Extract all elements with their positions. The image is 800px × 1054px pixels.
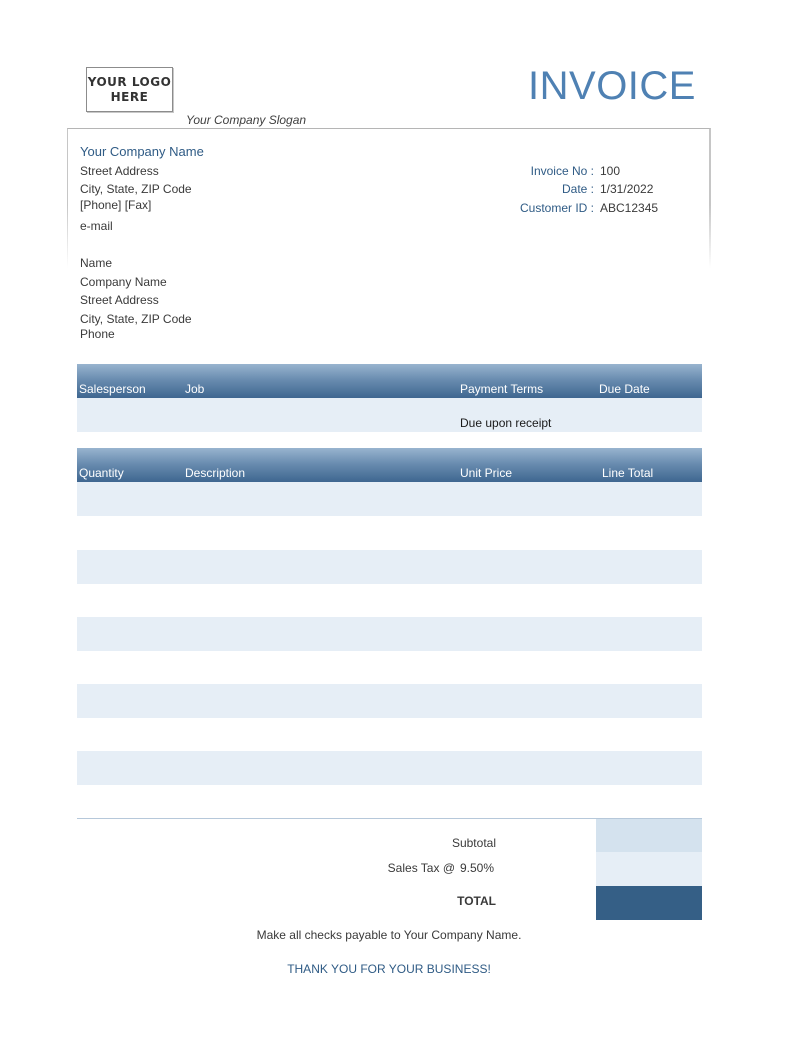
billto-company[interactable]: Company Name: [80, 275, 167, 289]
company-logo: [86, 67, 173, 112]
table-row[interactable]: [77, 584, 702, 618]
company-phone-fax: [Phone] [Fax]: [80, 198, 152, 212]
table-row[interactable]: [77, 718, 702, 752]
table-row[interactable]: [77, 751, 702, 785]
customer-id-label: Customer ID :: [519, 201, 594, 215]
table-row[interactable]: [77, 617, 702, 651]
table-row[interactable]: [77, 651, 702, 685]
sales-tax-rate[interactable]: 9.50%: [460, 861, 495, 875]
customer-id-value[interactable]: ABC12345: [600, 201, 659, 215]
subtotal-value-cell[interactable]: [596, 819, 702, 853]
col-quantity: Quantity: [79, 466, 124, 480]
billto-name[interactable]: Name: [80, 256, 113, 270]
invoice-no-value[interactable]: 100: [600, 164, 621, 178]
billto-phone[interactable]: Phone: [80, 327, 115, 341]
company-name: Your Company Name: [80, 144, 204, 159]
terms-table-header: [77, 364, 702, 398]
billto-city[interactable]: City, State, ZIP Code: [80, 312, 192, 326]
subtotal-label: Subtotal: [451, 836, 496, 850]
date-label: Date :: [561, 182, 594, 196]
col-unit-price: Unit Price: [460, 466, 513, 480]
company-email: e-mail: [80, 219, 113, 233]
col-job: Job: [185, 382, 205, 396]
sales-tax-label: Sales Tax @: [387, 861, 455, 875]
payment-note: Make all checks payable to Your Company Name.: [256, 928, 522, 942]
company-street: Street Address: [80, 164, 159, 178]
invoice-no-label: Invoice No :: [530, 164, 594, 178]
thank-you-message: THANK YOU FOR YOUR BUSINESS!: [287, 962, 491, 976]
terms-table-row[interactable]: [77, 398, 702, 432]
logo-text-line-1: YOUR LOGO: [87, 74, 172, 89]
total-value-cell[interactable]: [596, 886, 702, 920]
table-row[interactable]: [77, 482, 702, 516]
company-slogan: Your Company Slogan: [186, 113, 307, 127]
table-row[interactable]: [77, 516, 702, 550]
table-row[interactable]: [77, 550, 702, 584]
col-salesperson: Salesperson: [79, 382, 146, 396]
billto-street[interactable]: Street Address: [80, 293, 159, 307]
date-value[interactable]: 1/31/2022: [600, 182, 654, 196]
items-table-header: [77, 448, 702, 482]
table-row[interactable]: [77, 785, 702, 819]
sales-tax-value-cell[interactable]: [596, 852, 702, 886]
col-line-total: Line Total: [602, 466, 654, 480]
payment-terms-value[interactable]: Due upon receipt: [460, 416, 552, 430]
col-due-date: Due Date: [599, 382, 650, 396]
col-description: Description: [185, 466, 246, 480]
company-city: City, State, ZIP Code: [80, 182, 192, 196]
logo-text-line-2: HERE: [110, 89, 149, 104]
invoice-title: INVOICE: [528, 64, 696, 108]
table-row[interactable]: [77, 684, 702, 718]
col-payment-terms: Payment Terms: [460, 382, 544, 396]
total-label: TOTAL: [457, 894, 496, 908]
